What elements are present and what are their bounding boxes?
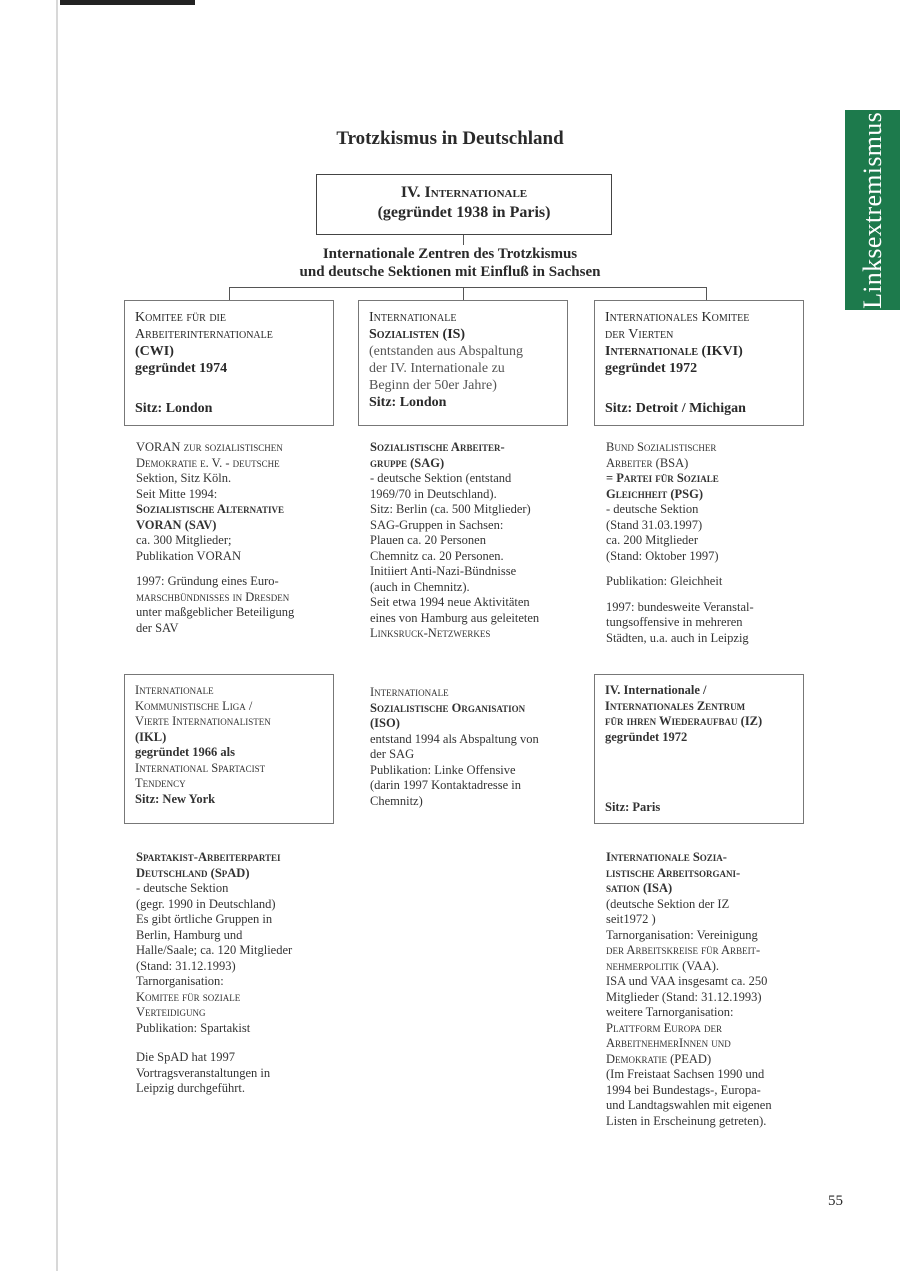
sag-line-12: eines von Hamburg aus geleiteten: [370, 610, 540, 625]
connector-top: [463, 235, 464, 245]
spad-line-1: Spartakist-Arbeiterpartei: [136, 850, 281, 864]
psg-p3-line-3: Städten, u.a. auch in Leipzig: [606, 630, 749, 645]
connector-right: [706, 287, 707, 301]
section-sag: [370, 440, 580, 652]
cwi-seat: Sitz: London: [135, 401, 213, 416]
sav-p2-line-3: unter maßgeblicher Beteiligung: [136, 605, 295, 619]
section-isa: [606, 850, 816, 1129]
isa-line-14: Demokratie (PEAD): [606, 1051, 712, 1066]
page-edge-line: [56, 0, 58, 1271]
spad-line-9: Tarnorganisation:: [136, 974, 224, 988]
section-iso: [370, 685, 580, 809]
spad-line-8: (Stand: 31.12.1993): [136, 958, 236, 973]
spad-line-6: Berlin, Hamburg und: [136, 927, 243, 942]
box-ikl: [124, 674, 334, 824]
psg-line-2: Arbeiter (BSA): [606, 455, 689, 470]
psg-p3-line-2: tungsoffensive in mehreren: [606, 615, 743, 629]
isa-line-12: Plattform Europa der: [606, 1020, 723, 1035]
is-name-1: Internationale: [369, 310, 457, 325]
sag-line-7: Plauen ca. 20 Personen: [370, 533, 486, 547]
box-cwi: [124, 300, 334, 426]
isa-line-6: Tarnorganisation: Vereinigung: [606, 927, 758, 942]
sag-line-9: Initiiert Anti-Nazi-Bündnisse: [370, 564, 517, 578]
iz-line-4: gegründet 1972: [605, 729, 688, 744]
sag-line-10: (auch in Chemnitz).: [370, 579, 470, 594]
isa-line-15: (Im Freistaat Sachsen 1990 und: [606, 1067, 765, 1081]
iso-line-3: (ISO): [370, 716, 400, 730]
connector-left: [229, 287, 230, 301]
isa-line-8: nehmerpolitik (VAA).: [606, 958, 720, 973]
sav-line-2: Demokratie e. V. - deutsche: [136, 455, 280, 470]
iso-line-7: (darin 1997 Kontaktadresse in: [370, 778, 522, 792]
sav-line-6: VORAN (SAV): [136, 517, 217, 532]
sav-p2-line-2: marschbündnisses in Dresden: [136, 589, 290, 604]
cwi-name-2: Arbeiterinternationale: [135, 327, 273, 342]
ikl-line-2: Kommunistische Liga /: [135, 698, 253, 713]
spad-line-5: Es gibt örtliche Gruppen in: [136, 912, 273, 926]
psg-publication: Publikation: Gleichheit: [606, 574, 723, 588]
spad-line-10: Komitee für soziale: [136, 989, 241, 1004]
ikl-line-7: Tendency: [135, 776, 186, 790]
isa-line-3: sation (ISA): [606, 881, 673, 895]
top-box-name: IV. Internationale: [400, 184, 528, 201]
top-box-founded: (gegründet 1938 in Paris): [377, 204, 551, 221]
section-tab-label: Linksextremismus: [857, 111, 887, 309]
psg-p3-line-1: 1997: bundesweite Veranstal-: [606, 599, 754, 614]
sag-line-5: Sitz: Berlin (ca. 500 Mitglieder): [370, 502, 531, 516]
ikvi-seat: Sitz: Detroit / Michigan: [605, 401, 746, 416]
box-ikvi: [594, 300, 804, 426]
spad-line-4: (gegr. 1990 in Deutschland): [136, 896, 276, 911]
sag-line-4: 1969/70 in Deutschland).: [370, 486, 497, 501]
isa-line-7: der Arbeitskreise für Arbeit-: [606, 943, 761, 957]
ikl-line-1: Internationale: [135, 683, 214, 697]
section-spad: [136, 850, 346, 1107]
sav-line-7: ca. 300 Mitglieder;: [136, 533, 232, 547]
iso-line-4: entstand 1994 als Abspaltung von: [370, 731, 539, 746]
psg-line-3: = Partei für Soziale: [606, 471, 719, 485]
isa-line-5: seit1972 ): [606, 912, 656, 926]
is-note-1: (entstanden aus Abspaltung: [369, 344, 523, 359]
sav-p2-line-1: 1997: Gründung eines Euro-: [136, 574, 279, 588]
ikvi-name-1: Internationales Komitee: [605, 310, 750, 325]
iz-line-3: für ihren Wiederaufbau (IZ): [605, 714, 763, 728]
ikl-seat: Sitz: New York: [135, 791, 216, 806]
spad-line-2: Deutschland (SpAD): [136, 865, 250, 880]
sav-line-4: Seit Mitte 1994:: [136, 486, 218, 501]
sag-line-11: Seit etwa 1994 neue Aktivitäten: [370, 595, 530, 609]
top-rule: [60, 0, 195, 5]
section-sav: [136, 440, 341, 646]
spad-line-12: Publikation: Spartakist: [136, 1020, 251, 1035]
isa-line-13: ArbeitnehmerInnen und: [606, 1036, 731, 1050]
psg-line-4: Gleichheit (PSG): [606, 486, 704, 501]
connector-horizontal: [229, 287, 706, 288]
iso-line-8: Chemnitz): [370, 793, 423, 808]
sag-line-2: gruppe (SAG): [370, 455, 445, 470]
spad-line-3: - deutsche Sektion: [136, 881, 229, 895]
iso-line-1: Internationale: [370, 685, 449, 699]
page-title: Trotzkismus in Deutschland: [336, 128, 564, 149]
psg-line-1: Bund Sozialistischer: [606, 440, 717, 454]
iz-line-1: IV. Internationale /: [605, 683, 707, 697]
isa-line-16: 1994 bei Bundestags-, Europa-: [606, 1082, 761, 1097]
is-note-2: der IV. Internationale zu: [369, 361, 505, 376]
ikl-line-5: gegründet 1966 als: [135, 745, 235, 759]
sav-line-3: Sektion, Sitz Köln.: [136, 471, 232, 485]
spad-line-7: Halle/Saale; ca. 120 Mitglieder: [136, 943, 293, 957]
psg-line-7: ca. 200 Mitglieder: [606, 533, 698, 547]
is-seat: Sitz: London: [369, 395, 447, 410]
spad-line-11: Verteidigung: [136, 1005, 206, 1019]
isa-line-1: Internationale Sozia-: [606, 850, 727, 864]
page-number: 55: [828, 1193, 843, 1209]
iz-seat: Sitz: Paris: [605, 799, 661, 814]
iso-line-5: der SAG: [370, 747, 415, 761]
isa-line-4: (deutsche Sektion der IZ: [606, 896, 730, 911]
box-is: [358, 300, 568, 426]
isa-line-17: und Landtagswahlen mit eigenen: [606, 1098, 772, 1112]
psg-line-6: (Stand 31.03.1997): [606, 517, 703, 532]
sag-line-6: SAG-Gruppen in Sachsen:: [370, 517, 504, 532]
ikvi-founded: gegründet 1972: [605, 361, 698, 376]
psg-line-5: - deutsche Sektion: [606, 502, 699, 516]
top-organization-box: [316, 174, 612, 235]
sag-line-1: Sozialistische Arbeiter-: [370, 440, 505, 454]
section-psg: [606, 440, 811, 656]
isa-line-2: listische Arbeitsorgani-: [606, 865, 741, 880]
subtitle: [0, 245, 900, 281]
ikl-line-4: (IKL): [135, 729, 167, 744]
sag-line-13: Linksruck-Netzwerkes: [370, 626, 491, 640]
is-name-2: Sozialisten (IS): [369, 327, 466, 342]
sag-line-3: - deutsche Sektion (entstand: [370, 471, 512, 485]
ikvi-name-2: der Vierten: [605, 327, 674, 342]
sav-line-1: VORAN zur sozialistischen: [136, 440, 283, 454]
isa-line-11: weitere Tarnorganisation:: [606, 1005, 734, 1019]
is-note-3: Beginn der 50er Jahre): [369, 378, 497, 393]
sav-line-8: Publikation VORAN: [136, 548, 241, 563]
iso-line-2: Sozialistische Organisation: [370, 700, 526, 715]
ikvi-name-3: Internationale (IKVI): [605, 344, 743, 359]
connector-middle: [463, 287, 464, 301]
isa-line-10: Mitglieder (Stand: 31.12.1993): [606, 989, 762, 1004]
spad-p2-line-3: Leipzig durchgeführt.: [136, 1081, 245, 1095]
subtitle-line-1: Internationale Zentren des Trotzkismus: [322, 246, 578, 262]
isa-line-18: Listen in Erscheinung getreten).: [606, 1113, 767, 1128]
psg-line-8: (Stand: Oktober 1997): [606, 548, 719, 563]
sav-p2-line-4: der SAV: [136, 620, 179, 635]
cwi-name-1: Komitee für die: [135, 310, 226, 325]
ikl-line-3: Vierte Internationalisten: [135, 714, 271, 728]
subtitle-line-2: und deutsche Sektionen mit Einfluß in Sachsen: [299, 264, 601, 280]
sav-line-5: Sozialistische Alternative: [136, 502, 284, 516]
sag-line-8: Chemnitz ca. 20 Personen.: [370, 548, 504, 563]
cwi-founded: gegründet 1974: [135, 361, 228, 376]
box-iz: [594, 674, 804, 824]
iso-line-6: Publikation: Linke Offensive: [370, 762, 516, 777]
iz-line-2: Internationales Zentrum: [605, 698, 746, 713]
spad-p2-line-1: Die SpAD hat 1997: [136, 1050, 235, 1064]
ikl-line-6: International Spartacist: [135, 760, 266, 775]
spad-p2-line-2: Vortragsveranstaltungen in: [136, 1065, 271, 1080]
isa-line-9: ISA und VAA insgesamt ca. 250: [606, 974, 768, 988]
cwi-abbr: (CWI): [135, 344, 174, 359]
